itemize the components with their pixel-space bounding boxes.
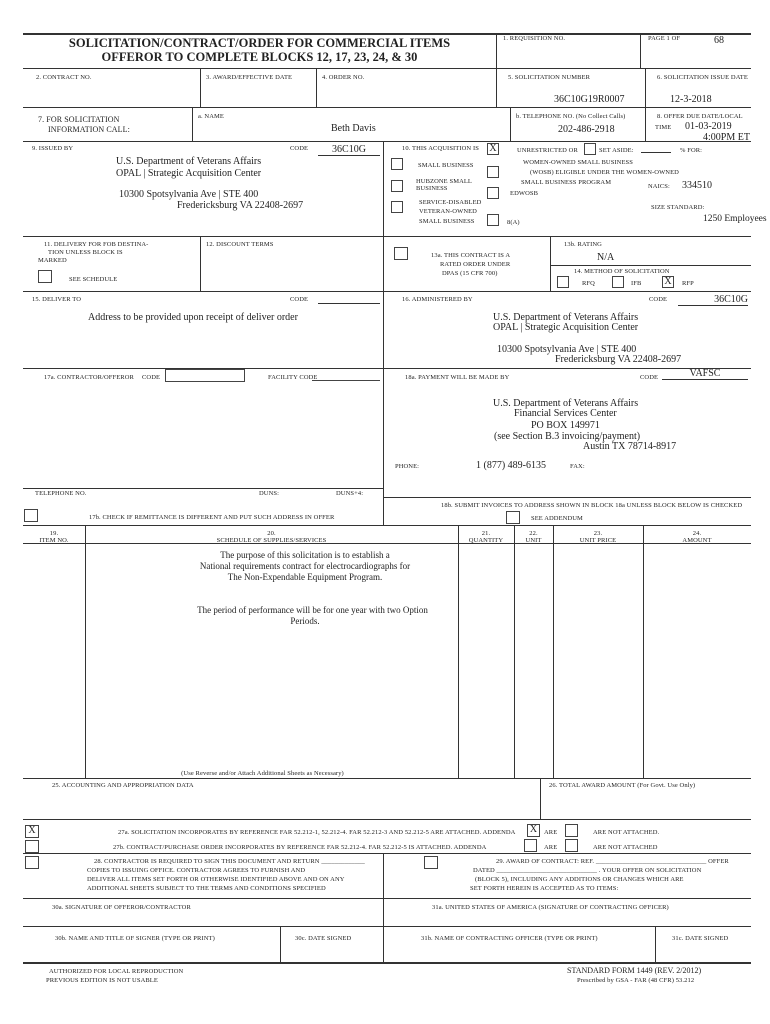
divider (496, 68, 497, 107)
solicitation-issue-date-label: 6. SOLICITATION ISSUE DATE (657, 74, 748, 81)
issued-by-line2: OPAL | Strategic Acquisition Center (116, 168, 262, 179)
unrestricted-label: UNRESTRICTED OR (517, 147, 578, 154)
divider (550, 265, 751, 266)
27a-are-checkbox[interactable]: X (527, 824, 540, 837)
see-schedule-checkbox[interactable] (38, 270, 52, 283)
divider (23, 898, 751, 899)
divider (23, 853, 751, 854)
administered-by-line3: 10300 Spotsylvania Ave | STE 400 (497, 344, 637, 355)
col-schedule: SCHEDULE OF SUPPLIES/SERVICES (216, 537, 327, 544)
29-checkbox[interactable] (424, 856, 438, 869)
payment-label: 18a. PAYMENT WILL BE MADE BY (405, 374, 510, 381)
eight-a-checkbox[interactable] (487, 214, 499, 226)
order-no-label: 4. ORDER NO. (322, 74, 365, 81)
remittance-label: 17b. CHECK IF REMITTANCE IS DIFFERENT AND PUT SUCH ADDRESS IN OFFER (89, 514, 335, 521)
addendum-label: SEE ADDENDUM (531, 515, 583, 522)
issued-by-code[interactable]: 36C10G (318, 144, 380, 156)
administered-by-line2: OPAL | Strategic Acquisition Center (493, 322, 639, 333)
info-call-label: 7. FOR SOLICITATION (38, 115, 120, 124)
set-aside-percent-field[interactable] (641, 152, 671, 153)
payment-line5: Austin TX 78714-8917 (583, 441, 677, 452)
rated-order-label: 13a. THIS CONTRACT IS A (431, 252, 511, 259)
offer-due-date[interactable]: 01-03-2019 (685, 121, 732, 132)
submit-invoices-label: 18b. SUBMIT INVOICES TO ADDRESS SHOWN IN BLOCK 18a UNLESS BLOCK BELOW IS CHECKED (441, 502, 743, 509)
payment-phone-label: PHONE: (395, 463, 420, 470)
issued-by-code-label: CODE (290, 145, 309, 152)
rating-label: 13b. RATING (564, 241, 602, 248)
facility-code-field[interactable] (312, 380, 380, 381)
signer-name-label: 30b. NAME AND TITLE OF SIGNER (TYPE OR PRINT) (55, 935, 215, 942)
payment-code-label: CODE (640, 374, 659, 381)
wosb-checkbox[interactable] (487, 166, 499, 178)
unrestricted-checkbox[interactable]: X (487, 143, 499, 155)
deliver-to-code-label: CODE (290, 296, 309, 303)
divider (383, 497, 751, 498)
form-title-line1: SOLICITATION/CONTRACT/ORDER FOR COMMERCIAL ITEMS (68, 36, 451, 50)
rated-order-checkbox[interactable] (394, 247, 408, 260)
sdvosb-label-2: VETERAN-OWNED (419, 208, 477, 215)
schedule-paragraph-1-line2: National requirements contract for electrocardiographs for (199, 561, 411, 571)
divider (496, 33, 497, 68)
29-text-4: SET FORTH HEREIN IS ACCEPTED AS TO ITEMS: (470, 885, 619, 892)
divider (643, 525, 644, 778)
administered-by-line1: U.S. Department of Veterans Affairs (493, 312, 639, 323)
rated-order-label-3: DPAS (15 CFR 700) (442, 270, 498, 277)
28-text-4: ADDITIONAL SHEETS SUBJECT TO THE TERMS AND CONDITIONS SPECIFIED (87, 885, 326, 892)
set-aside-checkbox[interactable] (584, 143, 596, 155)
page-total: 68 (714, 35, 724, 46)
divider (645, 68, 646, 107)
27b-checkbox[interactable] (25, 840, 39, 853)
telephone-label: TELEPHONE NO. (35, 490, 87, 497)
signature-contractor-label: 30a. SIGNATURE OF OFFEROR/CONTRACTOR (52, 904, 191, 911)
divider (280, 926, 281, 962)
small-business-checkbox[interactable] (391, 158, 403, 170)
payment-line3: PO BOX 149971 (531, 420, 600, 431)
col-unit: UNIT (525, 537, 542, 544)
delivery-label: 11. DELIVERY FOR FOB DESTINA- (44, 241, 149, 248)
solicitation-number[interactable]: 36C10G19R0007 (554, 94, 625, 105)
schedule-paragraph-1: The purpose of this solicitation is to establish a (220, 550, 390, 560)
addendum-checkbox[interactable] (506, 511, 520, 524)
col-23-number: 23. (593, 530, 603, 537)
administered-by-code-label: CODE (649, 296, 668, 303)
footer-standard-form: STANDARD FORM 1449 (REV. 2/2012) (567, 966, 702, 975)
issued-by-label: 9. ISSUED BY (32, 145, 74, 152)
27a-checkbox[interactable]: X (25, 825, 39, 838)
payment-fax-label: FAX: (570, 463, 585, 470)
naics-label: NAICS: (648, 183, 670, 190)
officer-date-label: 31c. DATE SIGNED (672, 935, 729, 942)
divider (23, 368, 751, 369)
administered-by-label: 16. ADMINISTERED BY (402, 296, 473, 303)
offer-due-label: 8. OFFER DUE DATE/LOCAL (657, 113, 743, 120)
rfq-label: RFQ (582, 280, 595, 287)
divider (23, 926, 751, 927)
edwosb-label: EDWOSB (510, 190, 539, 197)
naics-code[interactable]: 334510 (682, 180, 712, 191)
divider (200, 68, 201, 107)
divider (655, 926, 656, 962)
contact-phone[interactable]: 202-486-2918 (558, 124, 615, 135)
footer-authorized: AUTHORIZED FOR LOCAL REPRODUCTION (49, 968, 184, 975)
set-aside-label: SET ASIDE: (599, 147, 634, 154)
size-standard-label: SIZE STANDARD: (651, 204, 705, 211)
method-label: 14. METHOD OF SOLICITATION (574, 268, 670, 275)
hubzone-label: HUBZONE SMALL (416, 178, 473, 185)
hubzone-label-2: BUSINESS (416, 185, 448, 192)
form-title-line2: OFFEROR TO COMPLETE BLOCKS 12, 17, 23, 24, & 30 (101, 50, 418, 64)
29-text: 29. AWARD OF CONTRACT: REF. _________________________________ OFFER (496, 858, 729, 865)
payment-line4: (see Section B.3 invoicing/payment) (494, 431, 641, 442)
contractor-code-field[interactable] (165, 369, 245, 382)
issued-by-line1: U.S. Department of Veterans Affairs (116, 156, 262, 167)
sdvosb-label-3: SMALL BUSINESS (419, 218, 475, 225)
contractor-code-label: CODE (142, 374, 161, 381)
divider (383, 853, 384, 962)
rfp-label: RFP (682, 280, 694, 287)
total-award-label: 26. TOTAL AWARD AMOUNT (For Govt. Use Only) (549, 782, 696, 789)
wosb-label: WOMEN-OWNED SMALL BUSINESS (523, 159, 633, 166)
administered-by-line4: Fredericksburg VA 22408-2697 (555, 354, 682, 365)
28-text: 28. CONTRACTOR IS REQUIRED TO SIGN THIS DOCUMENT AND RETURN _____________ (94, 858, 365, 865)
administered-by-code[interactable]: 36C10G (678, 294, 748, 306)
name-label: a. NAME (198, 113, 224, 120)
27a-are-label: ARE (544, 829, 558, 836)
divider (200, 236, 201, 291)
award-date-label: 3. AWARD/EFFECTIVE DATE (206, 74, 293, 81)
divider (23, 819, 751, 820)
sdvosb-label: SERVICE-DISABLED (419, 199, 482, 206)
reverse-note: (Use Reverse and/or Attach Additional Sheets as Necessary) (181, 770, 344, 777)
divider (510, 107, 511, 141)
divider (640, 33, 641, 68)
27b-are-not-checkbox[interactable] (565, 839, 578, 852)
schedule-paragraph-2: The period of performance will be for one year with two Option (197, 605, 428, 615)
deliver-to-text: Address to be provided upon receipt of deliver order (88, 312, 298, 323)
form-bottom-border (23, 962, 751, 964)
divider (192, 107, 193, 141)
footer-prescribed: Prescribed by GSA - FAR (48 CFR) 53.212 (577, 977, 695, 984)
divider (23, 68, 751, 69)
page-label: PAGE 1 OF (648, 35, 681, 42)
divider (23, 291, 751, 292)
divider (23, 236, 751, 237)
schedule-paragraph-2-line2: Periods. (290, 616, 320, 626)
small-business-label: SMALL BUSINESS (418, 162, 474, 169)
rated-order-label-2: RATED ORDER UNDER (440, 261, 511, 268)
col-quantity: QUANTITY (468, 537, 504, 544)
27a-are-not-label: ARE NOT ATTACHED. (593, 829, 660, 836)
col-20-number: 20. (267, 530, 276, 537)
accounting-label: 25. ACCOUNTING AND APPROPRIATION DATA (52, 782, 194, 789)
col-amount: AMOUNT (682, 537, 712, 544)
payment-line2: Financial Services Center (514, 408, 617, 419)
issued-by-line4: Fredericksburg VA 22408-2697 (177, 200, 304, 211)
divider (550, 236, 551, 291)
delivery-label-2: TION UNLESS BLOCK IS (48, 249, 123, 256)
time-label: TIME (655, 124, 672, 131)
remittance-checkbox[interactable] (24, 509, 38, 522)
facility-code-label: FACILITY CODE (268, 374, 318, 381)
col-19-number: 19. (49, 530, 59, 537)
29-text-2: DATED ______________________________ . YOUR OFFER ON SOLICITATION (473, 867, 702, 874)
solicitation-issue-date[interactable]: 12-3-2018 (670, 94, 712, 105)
col-24-number: 24. (692, 530, 702, 537)
officer-name-label: 31b. NAME OF CONTRACTING OFFICER (TYPE OR PRINT) (421, 935, 598, 942)
divider (645, 107, 646, 141)
contact-name[interactable]: Beth Davis (331, 123, 376, 134)
27b-are-checkbox[interactable] (524, 839, 537, 852)
sdvosb-checkbox[interactable] (391, 201, 403, 213)
ifb-checkbox[interactable] (612, 276, 624, 288)
phone-label: b. TELEPHONE NO. (No Collect Calls) (516, 113, 626, 120)
size-standard[interactable]: 1250 Employees (703, 214, 767, 224)
offer-due-time[interactable]: 4:00PM ET (703, 132, 750, 143)
divider (316, 68, 317, 107)
see-schedule-label: SEE SCHEDULE (69, 276, 118, 283)
payment-line1: U.S. Department of Veterans Affairs (493, 398, 639, 409)
deliver-to-code-field[interactable] (318, 303, 380, 304)
schedule-paragraph-1-line3: The Non-Expendable Equipment Program. (227, 572, 383, 582)
hubzone-checkbox[interactable] (391, 180, 403, 192)
27b-are-not-label: ARE NOT ATTACHED (593, 844, 658, 851)
footer-previous-edition: PREVIOUS EDITION IS NOT USABLE (46, 977, 158, 984)
contractor-label: 17a. CONTRACTOR/OFFEROR (44, 374, 134, 381)
discount-terms-label: 12. DISCOUNT TERMS (206, 241, 274, 248)
rating-value[interactable]: N/A (597, 252, 615, 263)
delivery-label-3: MARKED (38, 257, 67, 264)
27b-text: 27b. CONTRACT/PURCHASE ORDER INCORPORATES BY REFERENCE FAR 52.212-4. FAR 52.212-5 IS ATTACHED. ADDENDA (113, 844, 487, 851)
27a-text: 27a. SOLICITATION INCORPORATES BY REFERENCE FAR 52.212-1, 52.212-4. FAR 52.212-3 AND 52.212-5 ARE ATTACHED. ADDENDA (118, 829, 516, 836)
col-22-number: 22. (529, 530, 538, 537)
divider (23, 525, 751, 526)
duns-label: DUNS: (259, 490, 280, 497)
divider (23, 488, 383, 489)
28-text-2: COPIES TO ISSUING OFFICE. CONTRACTOR AGREES TO FURNISH AND (87, 867, 306, 874)
divider (383, 141, 384, 525)
col-21-number: 21. (481, 530, 491, 537)
divider (23, 778, 751, 779)
ifb-label: IFB (631, 280, 642, 287)
edwosb-checkbox[interactable] (487, 187, 499, 199)
27a-are-not-checkbox[interactable] (565, 824, 578, 837)
acquisition-label: 10. THIS ACQUISITION IS (402, 145, 479, 152)
28-text-3: DELIVER ALL ITEMS SET FORTH OR OTHERWISE IDENTIFIED ABOVE AND ON ANY (87, 876, 345, 883)
signer-date-label: 30c. DATE SIGNED (295, 935, 352, 942)
eight-a-label: 8(A) (507, 219, 520, 226)
solicitation-number-label: 5. SOLICITATION NUMBER (508, 74, 591, 81)
rfp-checkbox[interactable]: X (662, 276, 674, 288)
payment-phone[interactable]: 1 (877) 489-6135 (476, 460, 546, 471)
duns4-label: DUNS+4: (336, 490, 364, 497)
contract-no-label: 2. CONTRACT NO. (36, 74, 92, 81)
col-unit-price: UNIT PRICE (579, 537, 617, 544)
requisition-label: 1. REQUISITION NO. (503, 35, 566, 42)
set-aside-for-label: % FOR: (680, 147, 703, 154)
signature-officer-label: 31a. UNITED STATES OF AMERICA (SIGNATURE OF CONTRACTING OFFICER) (432, 904, 669, 911)
col-item-no: ITEM NO. (39, 537, 69, 544)
issued-by-line3: 10300 Spotsylvania Ave | STE 400 (119, 189, 259, 200)
wosb-label-2: (WOSB) ELIGIBLE UNDER THE WOMEN-OWNED (530, 169, 679, 176)
deliver-to-label: 15. DELIVER TO (32, 296, 82, 303)
28-checkbox[interactable] (25, 856, 39, 869)
payment-code[interactable]: VAFSC (662, 368, 748, 380)
info-call-label-2: INFORMATION CALL: (48, 125, 130, 134)
divider (540, 778, 541, 819)
form-top-border (23, 33, 751, 35)
wosb-label-3: SMALL BUSINESS PROGRAM (521, 179, 612, 186)
divider (23, 141, 751, 142)
divider (553, 525, 554, 778)
27b-are-label: ARE (544, 844, 558, 851)
rfq-checkbox[interactable] (557, 276, 569, 288)
29-text-3: (BLOCK 5), INCLUDING ANY ADDITIONS OR CHANGES WHICH ARE (475, 876, 684, 883)
divider (23, 107, 751, 108)
